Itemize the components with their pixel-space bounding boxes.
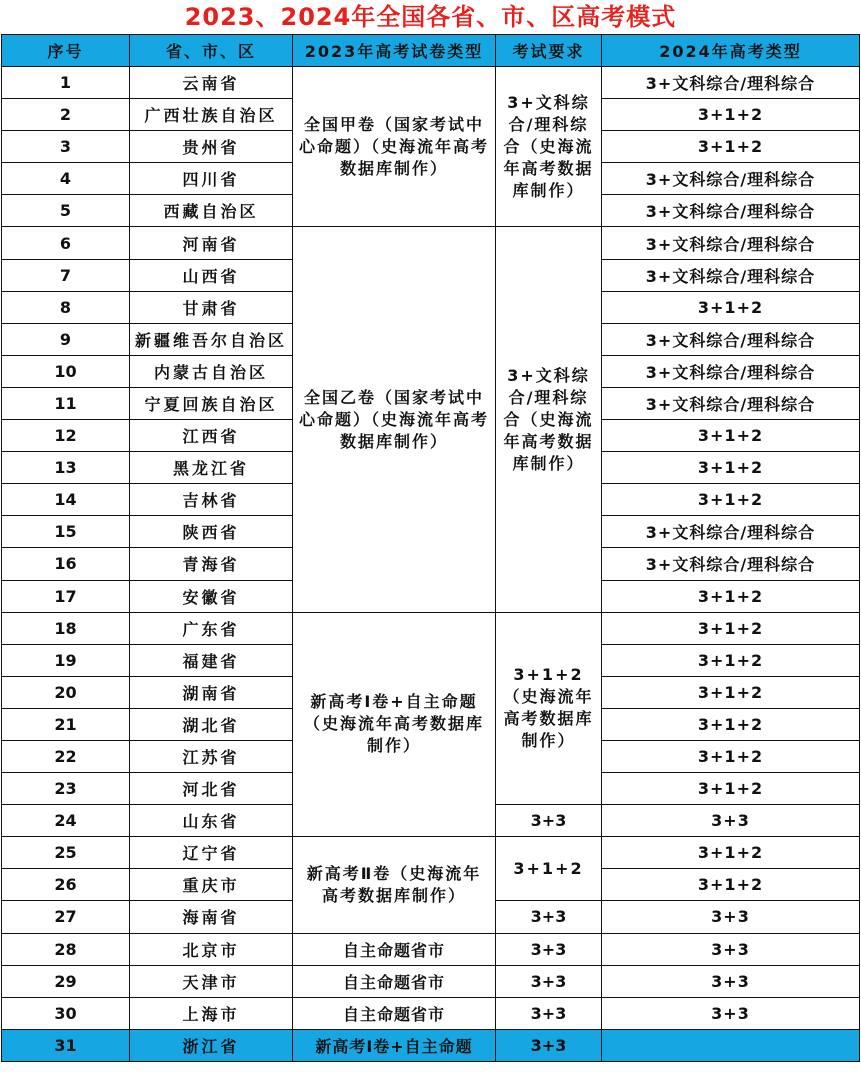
row-province: 四川省 [130, 163, 293, 195]
row-province: 安徽省 [130, 580, 293, 612]
row-2024-type: 3+1+2 [602, 99, 860, 131]
row-number: 8 [2, 291, 130, 323]
row-2024-type: 3+文科综合/理科综合 [602, 548, 860, 580]
row-2024-type: 3+1+2 [602, 869, 860, 901]
header-row [2, 35, 860, 67]
row-province: 青海省 [130, 548, 293, 580]
row-2024-type: 3+1+2 [602, 580, 860, 612]
row-province: 广西壮族自治区 [130, 99, 293, 131]
page-title: 2023、2024年全国各省、市、区高考模式 [184, 3, 677, 31]
row-2024-type: 3+文科综合/理科综合 [602, 67, 860, 99]
row-province: 湖北省 [130, 708, 293, 740]
row-province: 海南省 [130, 901, 293, 933]
row-province: 山东省 [130, 805, 293, 837]
table-row [2, 227, 860, 259]
row-number: 5 [2, 195, 130, 227]
row-province: 山西省 [130, 259, 293, 291]
row-2024-type: 3+1+2 [602, 131, 860, 163]
row-2023-type: 全国甲卷（国家考试中心命题）（史海流年高考数据库制作） [293, 67, 496, 227]
row-number: 14 [2, 484, 130, 516]
row-requirement: 3+3 [496, 901, 602, 933]
row-2024-type: 3+1+2 [602, 837, 860, 869]
row-number: 28 [2, 933, 130, 965]
row-2024-type: 3+文科综合/理科综合 [602, 355, 860, 387]
header-requirement: 考试要求 [496, 35, 602, 67]
row-number: 31 [2, 1029, 130, 1061]
row-number: 21 [2, 708, 130, 740]
row-number: 27 [2, 901, 130, 933]
table-row [2, 67, 860, 99]
row-2024-type: 3+1+2 [602, 612, 860, 644]
row-2024-type: 3+文科综合/理科综合 [602, 516, 860, 548]
row-number: 17 [2, 580, 130, 612]
row-2024-type: 3+文科综合/理科综合 [602, 259, 860, 291]
row-requirement: 3+文科综合/理科综合（史海流年高考数据库制作） [496, 227, 602, 612]
row-province: 上海市 [130, 997, 293, 1029]
row-province: 辽宁省 [130, 837, 293, 869]
row-province: 广东省 [130, 612, 293, 644]
table-row [2, 612, 860, 644]
row-2023-type: 新高考Ⅱ卷（史海流年高考数据库制作） [293, 837, 496, 933]
row-2024-type: 3+文科综合/理科综合 [602, 227, 860, 259]
row-2024-type: 3+1+2 [602, 740, 860, 772]
row-number: 26 [2, 869, 130, 901]
row-province: 湖南省 [130, 676, 293, 708]
row-requirement: 3+3 [496, 997, 602, 1029]
row-province: 内蒙古自治区 [130, 355, 293, 387]
row-number: 2 [2, 99, 130, 131]
row-2024-type: 3+1+2 [602, 291, 860, 323]
row-number: 9 [2, 323, 130, 355]
row-2024-type: 3+3 [602, 901, 860, 933]
row-province: 福建省 [130, 644, 293, 676]
row-province: 浙江省 [130, 1029, 293, 1061]
row-number: 10 [2, 355, 130, 387]
row-number: 29 [2, 965, 130, 997]
row-number: 25 [2, 837, 130, 869]
exam-mode-table [1, 34, 860, 1062]
row-requirement: 3+1+2 [496, 837, 602, 901]
row-number: 11 [2, 387, 130, 419]
row-requirement: 3+文科综合/理科综合（史海流年高考数据库制作） [496, 67, 602, 227]
row-2024-type: 3+1+2 [602, 452, 860, 484]
row-requirement: 3+3 [496, 805, 602, 837]
row-2024-type: 3+3 [602, 933, 860, 965]
row-province: 吉林省 [130, 484, 293, 516]
row-2024-type: 3+1+2 [602, 676, 860, 708]
row-2023-type: 自主命题省市 [293, 997, 496, 1029]
row-2024-type: 3+文科综合/理科综合 [602, 323, 860, 355]
row-number: 19 [2, 644, 130, 676]
row-number: 15 [2, 516, 130, 548]
row-2023-type: 自主命题省市 [293, 933, 496, 965]
row-province: 新疆维吾尔自治区 [130, 323, 293, 355]
row-province: 宁夏回族自治区 [130, 387, 293, 419]
row-province: 黑龙江省 [130, 452, 293, 484]
row-2024-type: 3+3 [602, 805, 860, 837]
row-province: 河南省 [130, 227, 293, 259]
header-2023-type: 2023年高考试卷类型 [293, 35, 496, 67]
row-number: 7 [2, 259, 130, 291]
row-province: 甘肃省 [130, 291, 293, 323]
row-2024-type: 3+文科综合/理科综合 [602, 195, 860, 227]
row-number: 4 [2, 163, 130, 195]
row-province: 河北省 [130, 773, 293, 805]
header-2024-type: 2024年高考类型 [602, 35, 860, 67]
row-requirement: 3+3 [496, 965, 602, 997]
row-province: 陕西省 [130, 516, 293, 548]
row-2023-type: 新高考Ⅰ卷+自主命题（史海流年高考数据库制作） [293, 612, 496, 837]
row-2023-type: 新高考Ⅰ卷+自主命题 [293, 1029, 496, 1061]
row-province: 重庆市 [130, 869, 293, 901]
row-number: 20 [2, 676, 130, 708]
row-number: 18 [2, 612, 130, 644]
row-2023-type: 全国乙卷（国家考试中心命题）（史海流年高考数据库制作） [293, 227, 496, 612]
row-2024-type: 3+文科综合/理科综合 [602, 387, 860, 419]
table-row [2, 965, 860, 997]
row-number: 1 [2, 67, 130, 99]
header-number: 序号 [2, 35, 130, 67]
row-2024-type [602, 1029, 860, 1061]
row-number: 24 [2, 805, 130, 837]
row-2024-type: 3+1+2 [602, 773, 860, 805]
row-number: 12 [2, 420, 130, 452]
row-requirement: 3+1+2（史海流年高考数据库制作） [496, 612, 602, 805]
row-province: 西藏自治区 [130, 195, 293, 227]
row-requirement: 3+3 [496, 933, 602, 965]
row-2024-type: 3+文科综合/理科综合 [602, 163, 860, 195]
header-province: 省、市、区 [130, 35, 293, 67]
row-number: 3 [2, 131, 130, 163]
row-number: 22 [2, 740, 130, 772]
row-number: 16 [2, 548, 130, 580]
row-2024-type: 3+3 [602, 965, 860, 997]
table-row [2, 1029, 860, 1061]
table-row [2, 997, 860, 1029]
row-2024-type: 3+1+2 [602, 644, 860, 676]
row-number: 6 [2, 227, 130, 259]
row-province: 贵州省 [130, 131, 293, 163]
row-number: 23 [2, 773, 130, 805]
row-2024-type: 3+1+2 [602, 708, 860, 740]
table-row [2, 837, 860, 869]
row-province: 江苏省 [130, 740, 293, 772]
table-row [2, 933, 860, 965]
row-number: 13 [2, 452, 130, 484]
row-2024-type: 3+3 [602, 997, 860, 1029]
row-number: 30 [2, 997, 130, 1029]
row-province: 云南省 [130, 67, 293, 99]
watermark: 搜狐号@史海流年 [720, 1064, 849, 1083]
row-2024-type: 3+1+2 [602, 420, 860, 452]
row-2023-type: 自主命题省市 [293, 965, 496, 997]
row-requirement: 3+3 [496, 1029, 602, 1061]
row-province: 北京市 [130, 933, 293, 965]
row-2024-type: 3+1+2 [602, 484, 860, 516]
row-province: 天津市 [130, 965, 293, 997]
row-province: 江西省 [130, 420, 293, 452]
